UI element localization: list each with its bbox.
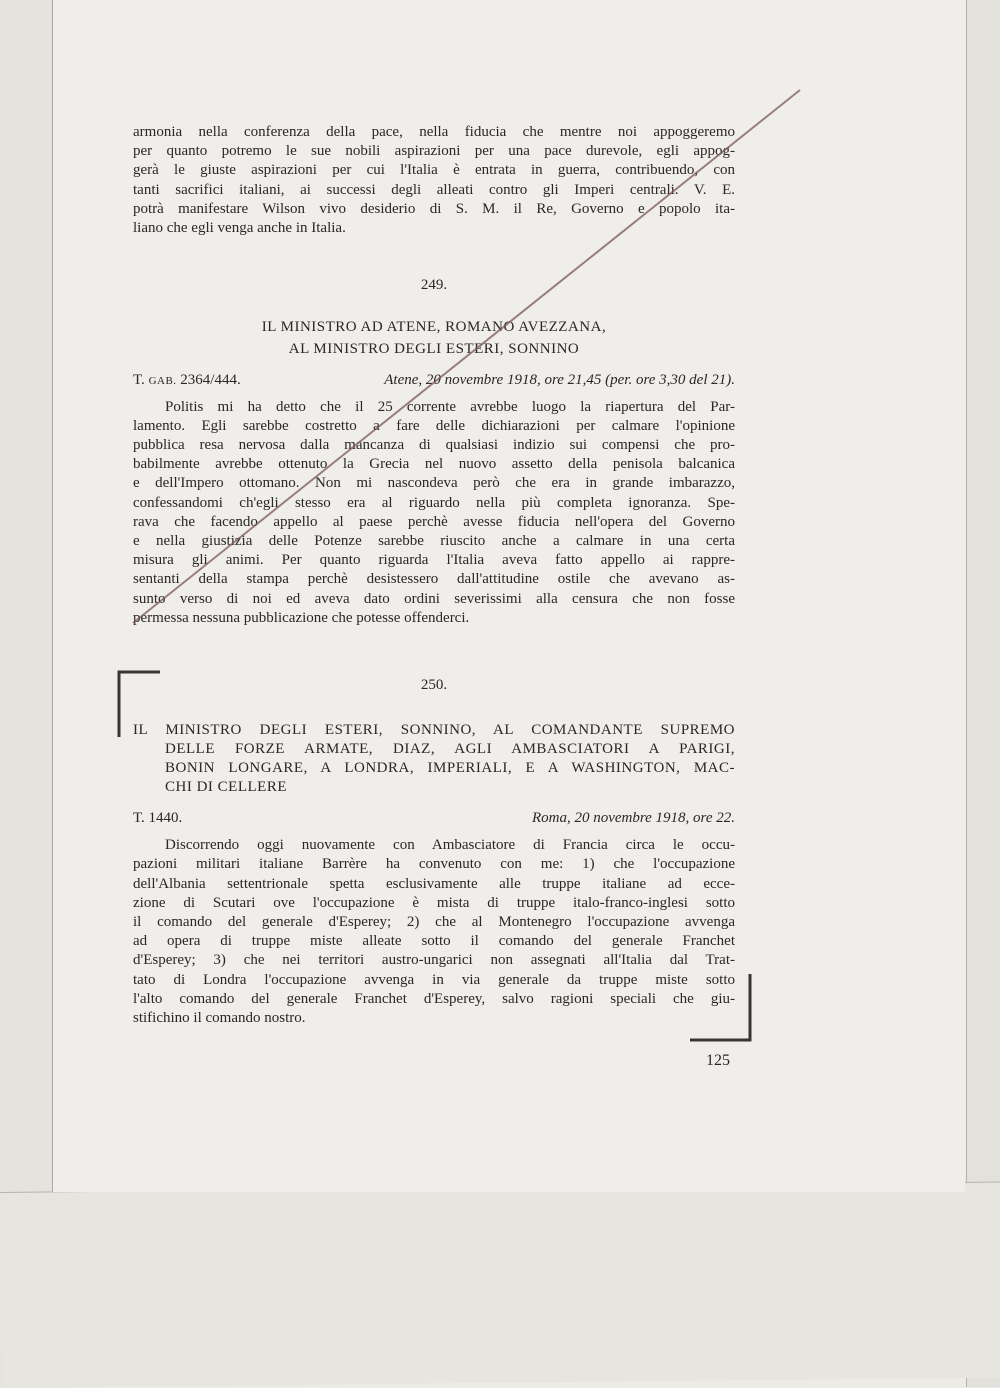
text-line: sentanti della stampa perchè desistessero dall'attitudine ostile che avevano as- (133, 571, 735, 587)
document-title-line: AL MINISTRO DEGLI ESTERI, SONNINO (288, 341, 580, 357)
place-date: Atene, 20 novembre 1918, ore 21,45 (per. ore 3,30 del 21). (384, 372, 735, 388)
text-line: il comando del generale d'Esperey; 2) che al Montenegro l'occupazione avvenga (133, 914, 735, 930)
diagonal-strike-mark (133, 90, 800, 623)
text-line: gerà le giuste aspirazioni per cui l'Italia è entrata in guerra, contribuendo, con (133, 162, 735, 178)
page-number: 125 (706, 1052, 730, 1069)
document-number: 250. (420, 677, 448, 693)
text-line: sunto verso di noi ed aveva dato ordini severissimi alla censura che non fosse (133, 591, 735, 607)
text-line: pubblica resa nervosa dalla mancanza di qualsiasi indizio sui compensi che pro- (133, 437, 735, 453)
telegram-reference: T. GAB. 2364/444. (133, 372, 241, 388)
text-line: stifichino il comando nostro. (133, 1010, 306, 1026)
text-line: per quanto potremo le sue nobili aspirazioni per una pace durevole, egli appog- (133, 143, 735, 159)
text-line: Discorrendo oggi nuovamente con Ambasciatore di Francia circa le occu- (165, 837, 735, 853)
text-line: dell'Albania settentrionale spetta esclusivamente alle truppe italiane ad ecce- (133, 876, 735, 892)
text-line: rava che facendo appello al paese perchè avesse fiducia nell'opera del Governo (133, 514, 735, 530)
text-line: permessa nessuna pubblicazione che potesse offenderci. (133, 610, 470, 626)
text-line: misura gli animi. Per quanto riguarda l'Italia aveva fatto appello ai rappre- (133, 552, 735, 568)
text-line: d'Esperey; 3) che nei territori austro-ungarici non assegnati all'Italia dal Trat- (133, 952, 735, 968)
text-line: zione di Scutari ove l'occupazione è mista di truppe italo-franco-inglesi sotto (133, 895, 735, 911)
telegram-reference: T. 1440. (133, 810, 183, 826)
text-line: tanti sacrifici italiani, ai successi degli alleati contro gli Imperi centrali. V. E. (133, 182, 735, 198)
text-line: liano che egli venga anche in Italia. (133, 220, 346, 236)
text-line: ad opera di truppe miste alleate sotto il comando del generale Franchet (133, 933, 735, 949)
document-title-line: BONIN LONGARE, A LONDRA, IMPERIALI, E A WASHINGTON, MAC- (165, 760, 735, 776)
place-date: Roma, 20 novembre 1918, ore 22. (531, 810, 735, 826)
text-line: Politis mi ha detto che il 25 corrente avrebbe luogo la riapertura del Par- (165, 399, 735, 415)
document-title-line: IL MINISTRO DEGLI ESTERI, SONNINO, AL COMANDANTE SUPREMO (133, 722, 735, 738)
text-line: pazioni militari italiane Barrère ha convenuto con me: 1) che l'occupazione (133, 856, 735, 872)
document-title-line: DELLE FORZE ARMATE, DIAZ, AGLI AMBASCIATORI A PARIGI, (165, 741, 735, 757)
text-line: confessandomi ch'egli stesso era al riguardo nella più completa ignoranza. Spe- (133, 495, 735, 511)
text-line: e nella giustizia delle Potenze sarebbe riuscito anche a calmare in una certa (133, 533, 735, 549)
document-title-line: IL MINISTRO AD ATENE, ROMANO AVEZZANA, (261, 319, 607, 335)
document-number: 249. (420, 277, 448, 293)
text-line: babilmente avrebbe ottenuto la Grecia nel nuovo assetto della penisola balcanica (133, 456, 735, 472)
bracket-bottom-right-mark (690, 974, 750, 1040)
document-title-line: CHI DI CELLERE (165, 779, 287, 795)
text-line: l'alto comando del generale Franchet d'Esperey, salvo ragioni speciali che giu- (133, 991, 735, 1007)
text-line: lamento. Egli sarebbe costretto a fare delle dichiarazioni per calmare l'opinione (133, 418, 735, 434)
text-line: potrà manifestare Wilson vivo desiderio di S. M. il Re, Governo e popolo ita- (133, 201, 735, 217)
text-line: armonia nella conferenza della pace, nella fiducia che mentre noi appoggeremo (133, 124, 735, 140)
bracket-top-left-mark (119, 672, 160, 737)
text-line: tato di Londra l'occupazione avvenga in via generale da truppe miste sotto (133, 972, 735, 988)
text-line: e dell'Impero ottomano. Non mi nascondeva però che era in grande imbarazzo, (133, 475, 735, 491)
